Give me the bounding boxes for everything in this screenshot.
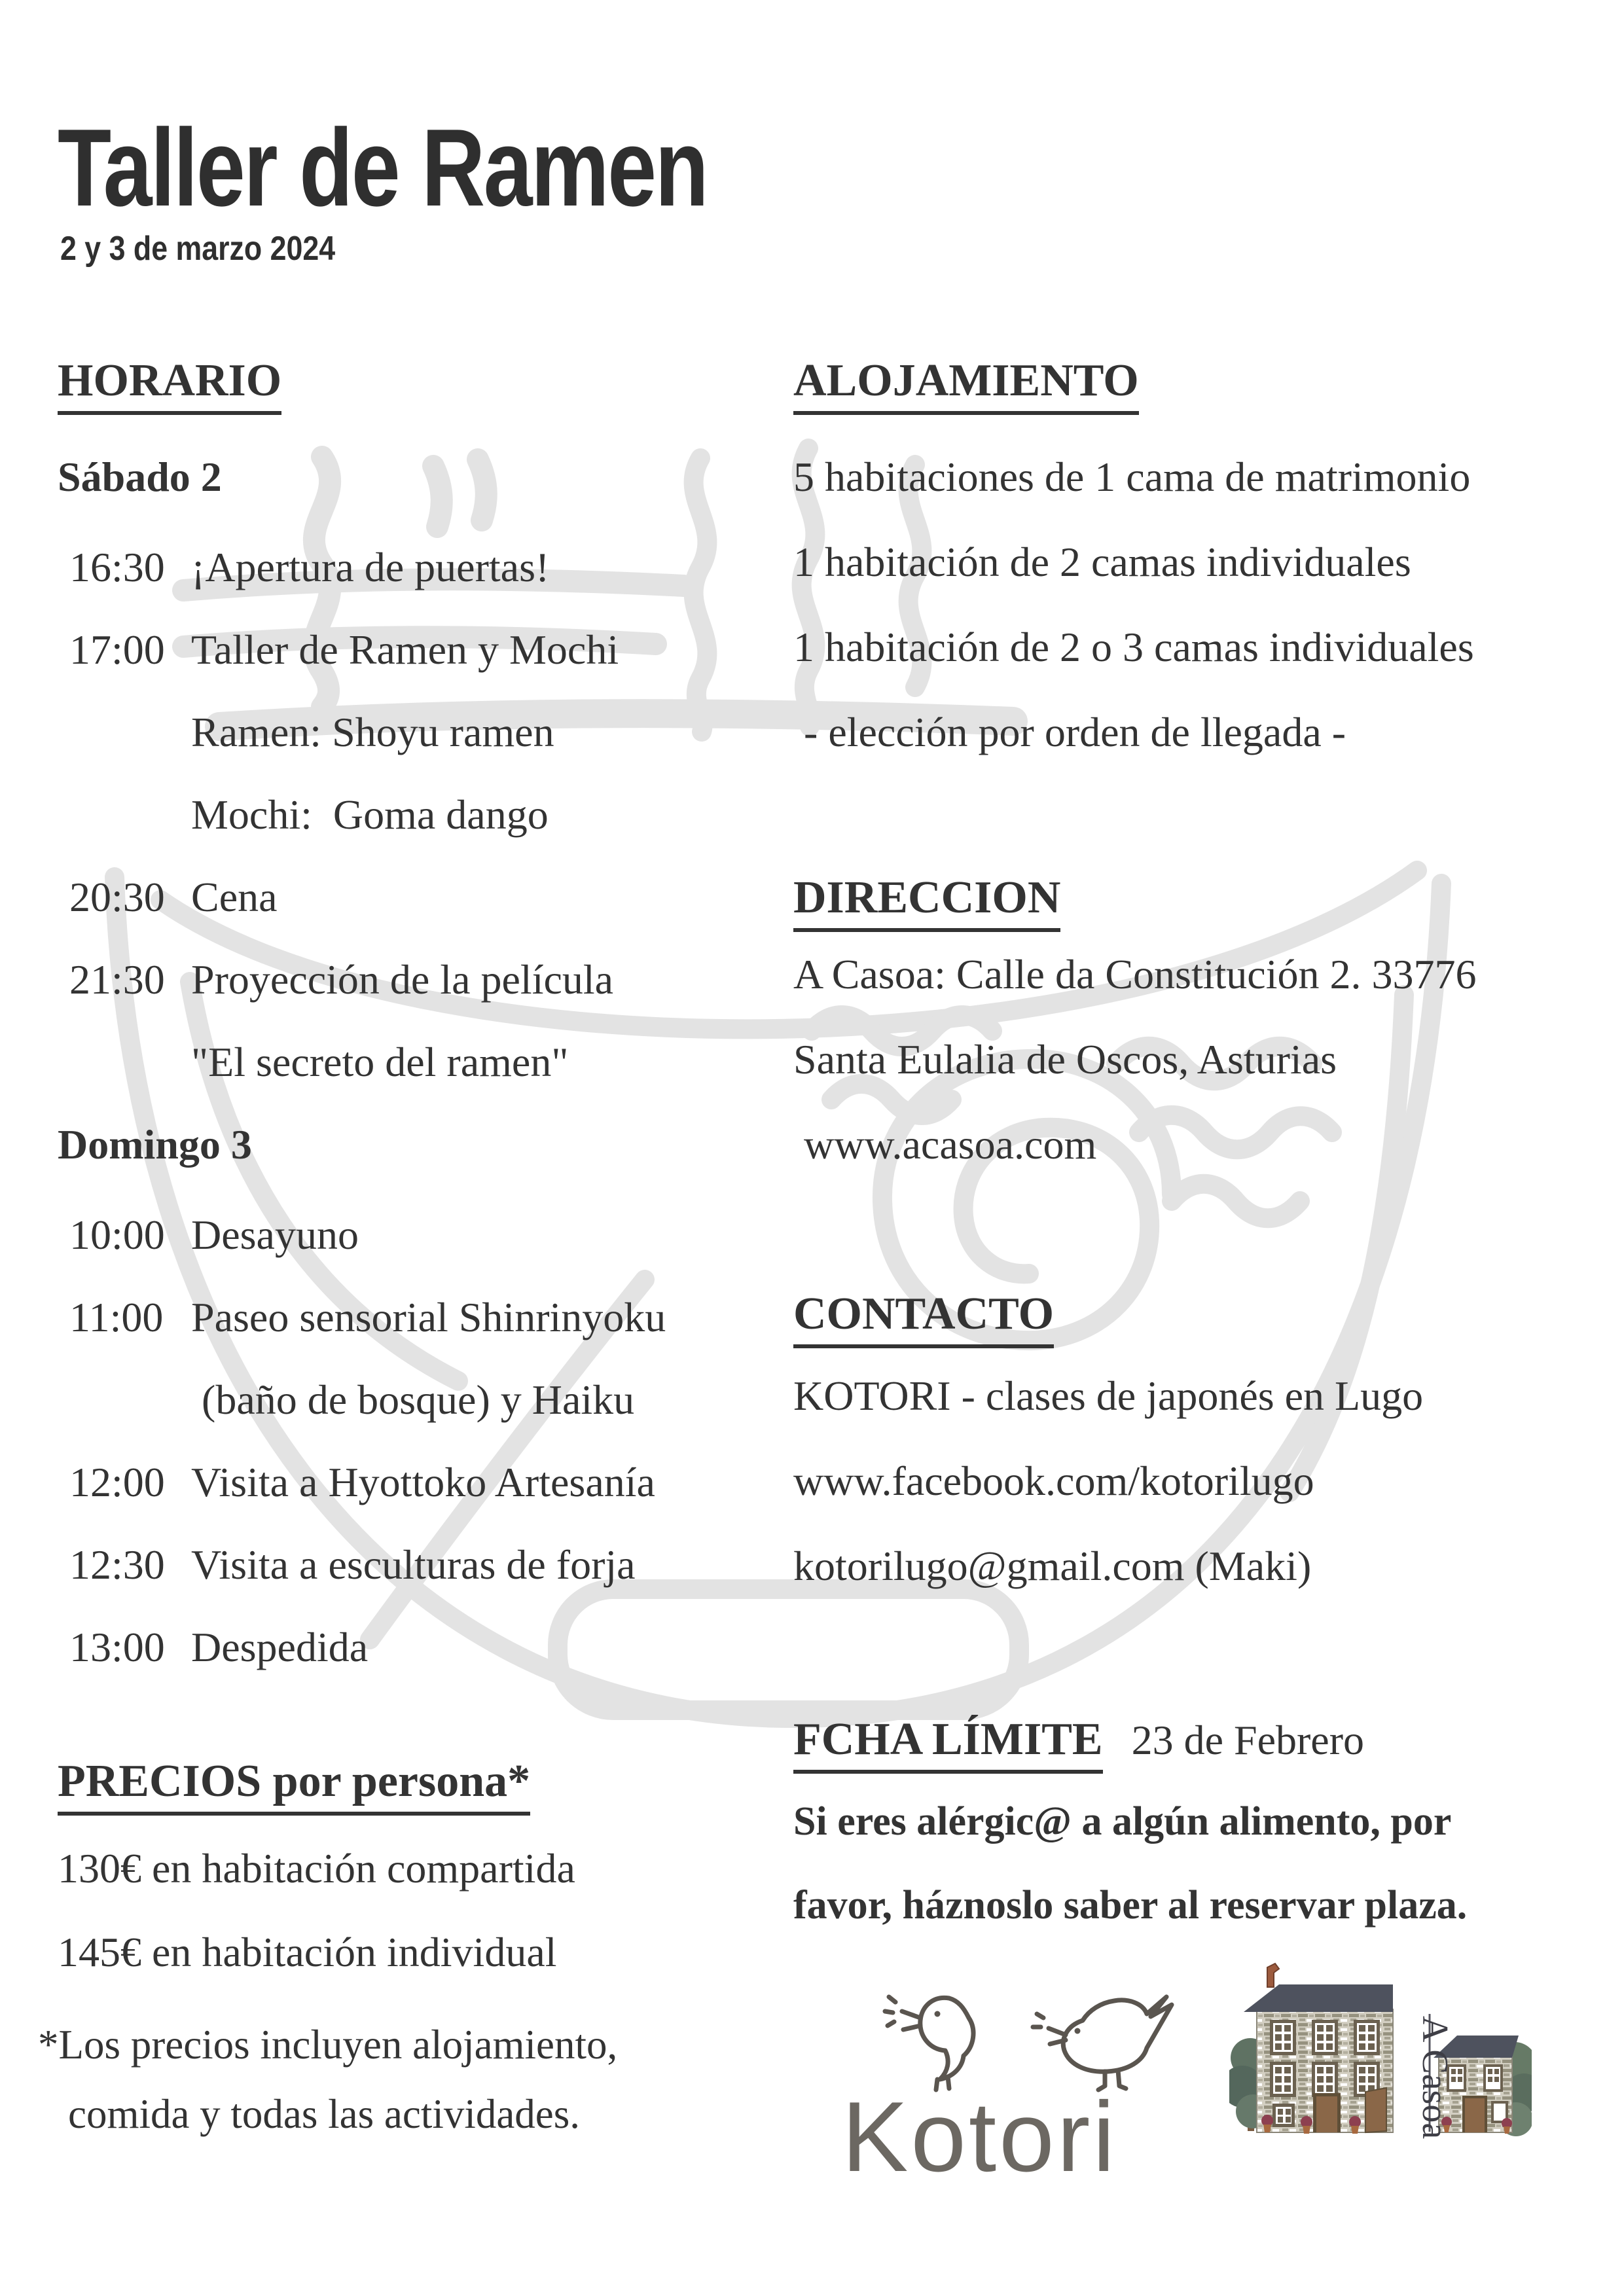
schedule-time: 13:00 [69,1624,165,1670]
acasoa-logo [1229,1958,1532,2149]
contacto-lines [793,1372,1423,1627]
schedule-text: Ramen: Shoyu ramen [191,709,554,755]
kotori-logo [833,1960,1199,2202]
schedule-row [58,543,619,626]
kotori-chick-icon [885,1997,973,2090]
schedule-time: 16:30 [69,544,165,590]
schedule-text: Taller de Ramen y Mochi [191,626,619,673]
schedule-text: Paseo sensorial Shinrinyoku [191,1294,666,1340]
accommodation-line: - elección por orden de llegada - [793,709,1346,755]
schedule-time [58,791,191,873]
schedule-row [58,1038,619,1121]
price-footnote: comida y todas las actividades. [68,2091,581,2137]
schedule-row [58,791,619,873]
schedule-time: 10:00 [69,1211,165,1258]
schedule-row [58,1623,666,1706]
schedule-time: 12:30 [69,1541,165,1588]
schedule-row [58,1211,666,1293]
website-url-text: www.acasoa.com [793,1121,1097,1168]
schedule-row [58,873,619,956]
section-heading-fecha-limite: FCHA LÍMITE [793,1715,1103,1774]
contact-line: KOTORI - clases de japonés en Lugo [793,1372,1424,1419]
schedule-row [58,1293,666,1376]
schedule-text: Proyección de la película [191,956,614,1003]
contact-email-text: kotorilugo@gmail.com (Maki) [793,1543,1312,1589]
section-heading-alojamiento [793,355,1139,415]
schedule-text: Despedida [191,1624,369,1670]
deadline-value: 23 de Febrero [1131,1717,1365,1763]
price-footnote: *Los precios incluyen alojamiento, [38,2022,618,2068]
direccion-heading-text: DIRECCION [793,873,1060,932]
allergy-warning-line: favor, háznoslo saber al reservar plaza. [793,1883,1468,1928]
acasoa-wordmark: A Casoa [1415,2016,1455,2140]
alojamiento-heading-text: ALOJAMIENTO [793,356,1139,415]
accommodation-line: 1 habitación de 2 o 3 camas individuales [793,624,1474,670]
schedule-text: "El secreto del ramen" [191,1039,569,1085]
precios-lines [58,1844,575,2012]
schedule-time: 21:30 [69,956,165,1003]
schedule-row [58,956,619,1038]
section-heading-contacto [793,1288,1054,1348]
precios-footnote [38,2021,617,2160]
precios-heading-text: PRECIOS por persona* [58,1757,530,1816]
schedule-time: 11:00 [69,1294,164,1340]
contact-facebook-text: www.facebook.com/kotorilugo [793,1458,1314,1504]
schedule-time: 20:30 [69,874,165,920]
direccion-lines [793,950,1476,1206]
saturday-schedule [58,453,619,1121]
fecha-limite-row [793,1715,1364,1774]
page-title: Taller de Ramen [58,106,708,229]
section-heading-direccion [793,872,1060,932]
section-heading-precios [58,1755,530,1816]
address-line: Santa Eulalia de Oscos, Asturias [793,1036,1337,1083]
schedule-text: Mochi: Goma dango [191,791,549,838]
schedule-text: Desayuno [191,1211,359,1258]
contacto-heading-text: CONTACTO [793,1289,1054,1348]
schedule-row [58,1541,666,1623]
kotori-wordmark: Kotori [842,2081,1118,2193]
sunday-schedule [58,1121,666,1706]
page-subtitle: 2 y 3 de marzo 2024 [60,230,336,268]
schedule-row [58,1458,666,1541]
schedule-time [58,708,191,791]
schedule-row [58,708,619,791]
schedule-text: Visita a esculturas de forja [191,1541,636,1588]
accommodation-line: 1 habitación de 2 camas individuales [793,539,1411,585]
schedule-time: 12:00 [69,1459,165,1505]
accommodation-line: 5 habitaciones de 1 cama de matrimonio [793,454,1471,500]
schedule-row [58,1376,666,1458]
schedule-row [58,626,619,708]
kotori-bird-icon [1033,1997,1172,2090]
schedule-text: Visita a Hyottoko Artesanía [191,1459,655,1505]
schedule-text: ¡Apertura de puertas! [191,544,550,590]
allergy-warning [793,1799,1467,1966]
price-line: 145€ en habitación individual [58,1929,557,1975]
day-label-saturday: Sábado 2 [58,454,222,500]
day-label-sunday: Domingo 3 [58,1121,252,1168]
schedule-time [58,1376,191,1458]
schedule-time [58,1038,191,1121]
allergy-warning-line: Si eres alérgic@ a algún alimento, por [793,1799,1452,1844]
section-heading-horario [58,355,281,415]
horario-heading-text: HORARIO [58,356,281,415]
alojamiento-lines [793,453,1474,793]
schedule-time: 17:00 [69,626,165,673]
address-line: A Casoa: Calle da Constitución 2. 33776 [793,951,1477,997]
acasoa-house-icon [1229,1964,1532,2136]
schedule-text: (baño de bosque) y Haiku [191,1376,635,1423]
schedule-text: Cena [191,874,278,920]
price-line: 130€ en habitación compartida [58,1845,575,1892]
